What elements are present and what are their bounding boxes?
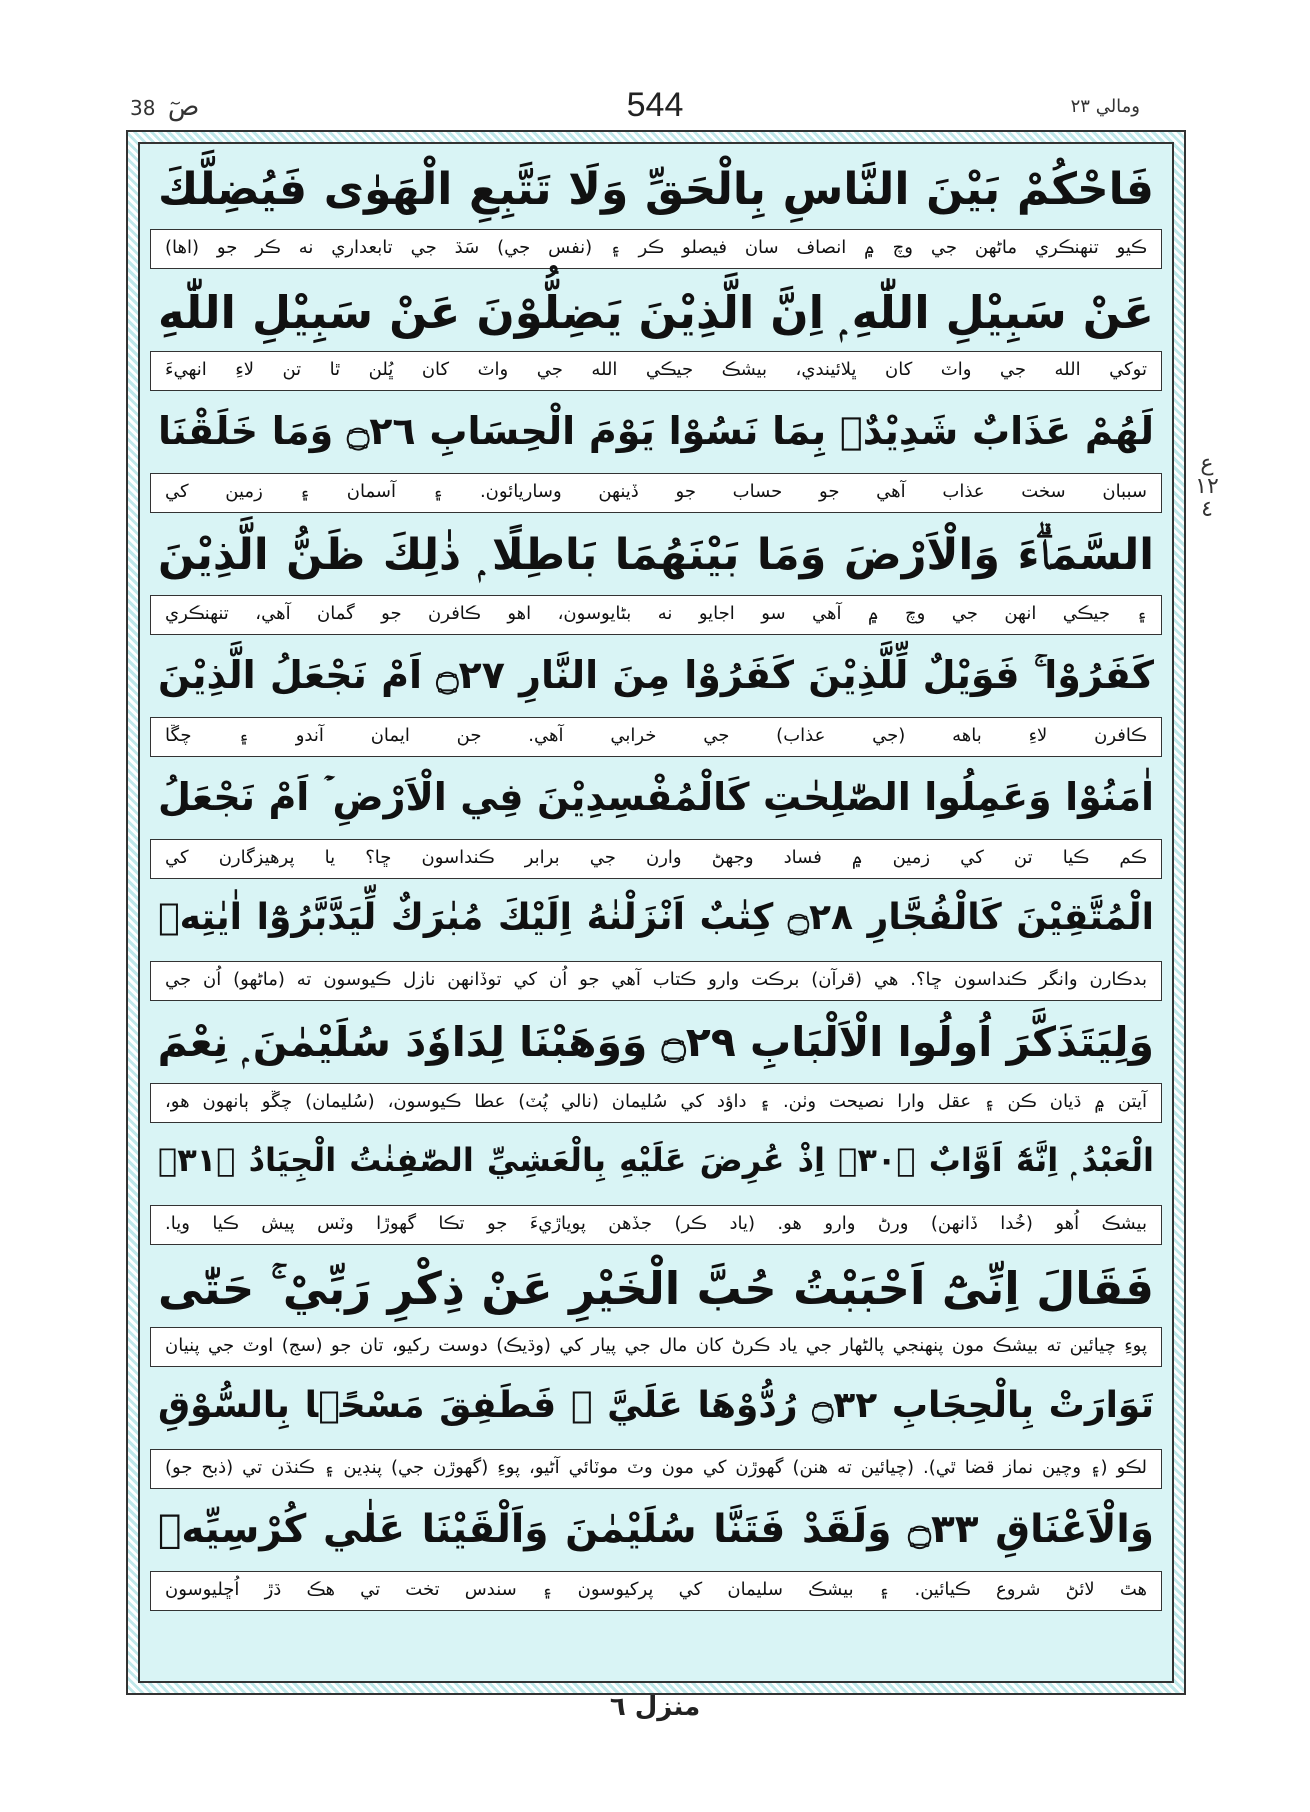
verse-line-12: وَالْاَعْنَاقِ ۝٣٣ وَلَقَدْ فَتَنَّا سُلَيْمٰنَ وَاَلْقَيْنَا عَلٰي كُرْسِيِّهٖ: [158, 1507, 1154, 1552]
verse-line-6: اٰمَنُوْا وَعَمِلُوا الصّٰلِحٰتِ كَالْمُفْسِدِيْنَ فِي الْاَرْضِ ۡ اَمْ نَجْعَلُ: [158, 775, 1154, 819]
translation-line-2: توکي الله جي واٽ کان ڀلائيندي، بيشڪ جيڪي الله جي واٽ کان ڀُلن ٿا تن لاءِ انهيءَ: [150, 351, 1162, 391]
translation-line-3: سببان سخت عذاب آهي جو حساب جو ڏينهن وساريائون. ۽ آسمان ۽ زمين کي: [150, 473, 1162, 513]
verse-line-9: الْعَبْدُ ۭ اِنَّهٗٓ اَوَّابٌ ۝٣٠ۭ اِذْ عُرِضَ عَلَيْهِ بِالْعَشِيِّ الصّٰفِنٰتُ الْجِيَادُ ۝٣١ۙ: [158, 1141, 1154, 1179]
manzil-footer: منزل ٦: [609, 1692, 701, 1722]
verse-line-4: السَّمَاۗءَ وَالْاَرْضَ وَمَا بَيْنَهُمَا بَاطِلًا ۭ ذٰلِكَ ظَنُّ الَّذِيْنَ: [158, 530, 1154, 580]
translation-line-7: بدڪارن وانگر ڪنداسون ڇا؟. هي (قرآن) برڪت وارو ڪتاب آهي جو اُن کي توڏانهن نازل ڪيوسون ته (ماڻهو) اُن جي: [150, 961, 1162, 1001]
verse-line-10: فَقَالَ اِنِّىْٓ اَحْبَبْتُ حُبَّ الْخَيْرِ عَنْ ذِكْرِ رَبِّيْ ۚ حَتّٰى: [158, 1262, 1154, 1315]
translation-line-12: هٿ لائڻ شروع ڪيائين. ۽ بيشڪ سليمان کي پرکيوسون ۽ سندس تخت تي هڪ ڌڙ اُڇليوسون: [150, 1571, 1162, 1611]
verse-line-11: تَوَارَتْ بِالْحِجَابِ ۝٣٢ رُدُّوْهَا عَلَيَّ ۭ فَطَفِقَ مَسْحًۢا بِالسُّوْقِ: [158, 1385, 1154, 1426]
page-frame: [126, 130, 1186, 1695]
verse-line-3: لَهُمْ عَذَابٌ شَدِيْدٌۢ بِمَا نَسُوْا يَوْمَ الْحِسَابِ ۝٢٦ وَمَا خَلَقْنَا: [158, 409, 1155, 453]
page-header: [0, 86, 1310, 130]
translation-line-5: ڪافرن لاءِ باهه (جي عذاب) جي خرابي آهي. جن ايمان آندو ۽ چڱا: [150, 717, 1162, 757]
verse-line-1: فَاحْكُمْ بَيْنَ النَّاسِ بِالْحَقِّ وَلَا تَتَّبِعِ الْهَوٰى فَيُضِلَّكَ: [158, 164, 1154, 215]
ruku-margin-mark: ع ١٢ ٤: [1195, 451, 1219, 523]
surah-number: 38: [130, 96, 156, 120]
verse-line-5: كَفَرُوْا ۚ فَوَيْلٌ لِّلَّذِيْنَ كَفَرُوْا مِنَ النَّارِ ۝٢٧ اَمْ نَجْعَلُ الَّذِيْنَ: [158, 653, 1154, 697]
translation-line-1: ڪيو تنهنڪري ماڻهن جي وچ ۾ انصاف سان فيصلو ڪر ۽ (نفس جي) سَڌ جي تابعداري نه ڪر جو (اها): [150, 229, 1162, 269]
translation-line-9: بيشڪ اُهو (خُدا ڏانهن) ورڻ وارو هو. (ياد ڪر) جڏهن پوياڙيءَ جو تڪا گهوڙا وٽس پيش ڪيا ويا.: [150, 1205, 1162, 1245]
translation-line-4: ۽ جيڪي انهن جي وچ ۾ آهي سو اجايو نه بڻايوسون، اهو ڪافرن جو گمان آهي، تنهنڪري: [150, 595, 1162, 635]
translation-line-11: لڪو (۽ وچين نماز قضا ٿي). (چيائين ته هنن) گهوڙن کي مون وٽ موٽائي آڻيو، پوءِ (گهوڙن جي) پنڊين ۽ ڪنڌن تي (ذبح جو): [150, 1449, 1162, 1489]
page-number: 544: [626, 86, 684, 124]
translation-line-8: آيتن ۾ ڌيان ڪن ۽ عقل وارا نصيحت وٺن. ۽ داؤد کي سُليمان (نالي پُٽ) عطا ڪيوسون، (سُليمان) چڱو ٻانهون هو،: [150, 1083, 1162, 1123]
verse-line-2: عَنْ سَبِيْلِ اللّٰهِ ۭ اِنَّ الَّذِيْنَ يَضِلُّوْنَ عَنْ سَبِيْلِ اللّٰهِ: [158, 286, 1154, 339]
translation-line-6: ڪم ڪيا تن کي زمين ۾ فساد وجهڻ وارن جي برابر ڪنداسون ڇا؟ يا پرهيزگارن کي: [150, 839, 1162, 879]
surah-name: صٓ: [167, 92, 200, 122]
text-area: [138, 142, 1174, 1683]
translation-line-10: پوءِ چيائين ته بيشڪ مون پنهنجي پالڻهار جي ياد ڪرڻ کان مال جي پيار کي (وڌيڪ) دوست رکيو، تان جو (سج) اوٽ جي پنيان: [150, 1327, 1162, 1367]
juz-label: ومالي ٢٣: [1070, 96, 1140, 117]
verse-line-7: الْمُتَّقِيْنَ كَالْفُجَّارِ ۝٢٨ كِتٰبٌ اَنْزَلْنٰهُ اِلَيْكَ مُبٰرَكٌ لِّيَدَّبَّرُوْٓا اٰيٰتِهٖ: [158, 897, 1154, 938]
verse-line-8: وَلِيَتَذَكَّرَ اُولُوا الْاَلْبَابِ ۝٢٩ وَوَهَبْنَا لِدَاوٗدَ سُلَيْمٰنَ ۭ نِعْمَ: [157, 1018, 1154, 1066]
